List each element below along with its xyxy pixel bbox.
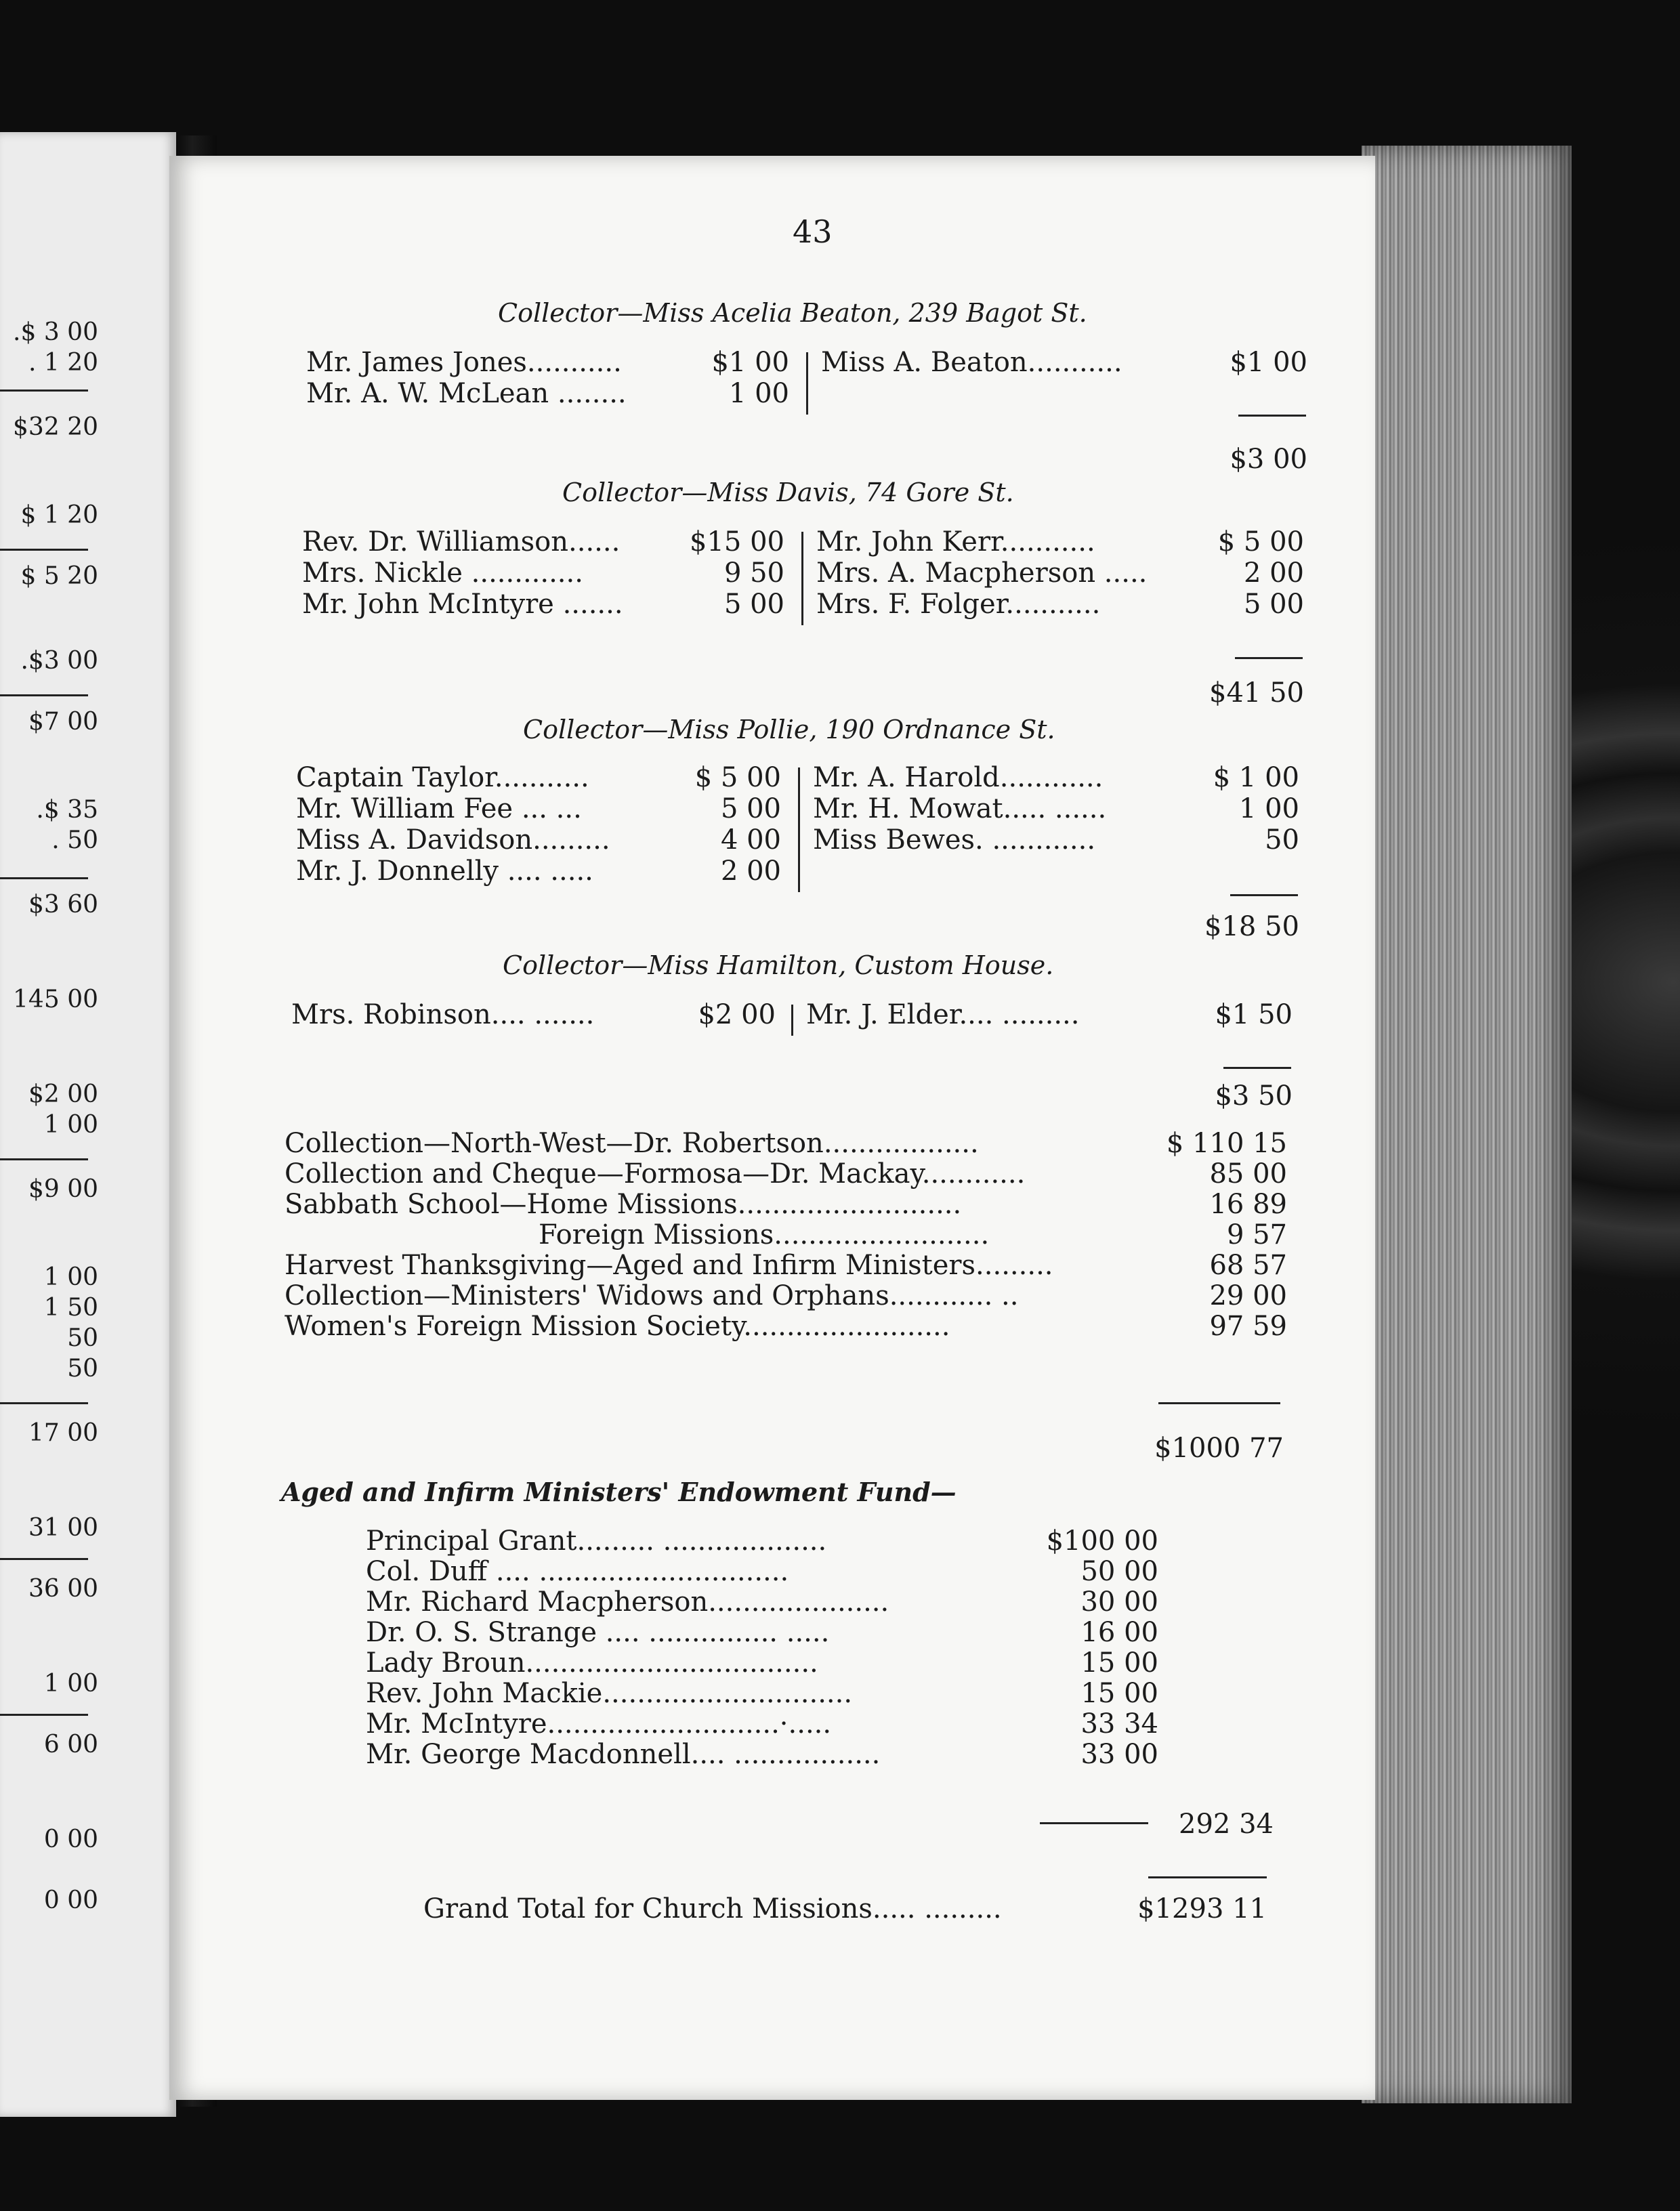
- contributor-amount: 1 00: [1238, 793, 1299, 824]
- left-fragment-text: . 1 20: [28, 349, 98, 377]
- contributor-amount: $2 00: [698, 999, 776, 1030]
- contributor-name: Mrs. Robinson.... .......: [291, 999, 595, 1030]
- left-fragment-rule: [0, 877, 88, 879]
- contributor-amount: $1 00: [711, 347, 789, 378]
- collection-amount: 16 89: [1209, 1189, 1287, 1220]
- contributor-name: Captain Taylor...........: [296, 762, 589, 793]
- collector-total: $41 50: [1209, 677, 1304, 709]
- contributor-amount: $15 00: [690, 526, 784, 557]
- left-fragment-text: $32 20: [13, 413, 98, 441]
- left-fragment-text: $ 1 20: [20, 501, 98, 529]
- left-fragment-text: .$3 00: [20, 647, 98, 675]
- left-fragment-text: 17 00: [28, 1419, 98, 1447]
- endowment-rule: [1040, 1822, 1148, 1824]
- page-number: 43: [793, 213, 833, 250]
- contributor-amount: 5 00: [720, 793, 781, 824]
- collection-name: Collection—Ministers' Widows and Orphans............ ..: [285, 1280, 1019, 1311]
- collections-rule: [1158, 1402, 1280, 1404]
- contributor-amount: 2 00: [1243, 557, 1304, 589]
- contributor-name: Rev. Dr. Williamson......: [302, 526, 621, 557]
- collection-name: Women's Foreign Mission Society........................: [285, 1311, 950, 1342]
- contributor-amount: 1 00: [728, 378, 789, 409]
- endowment-name: Mr. McIntyre...........................·.....: [366, 1708, 832, 1740]
- left-fragment-rule: [0, 694, 88, 696]
- endowment-title: Aged and Infirm Ministers' Endowment Fund—: [281, 1477, 957, 1507]
- endowment-name: Rev. John Mackie.............................: [366, 1678, 853, 1709]
- endowment-name: Principal Grant......... ...................: [366, 1525, 827, 1557]
- left-fragment-text: $7 00: [28, 708, 98, 736]
- collection-amount: $ 110 15: [1166, 1128, 1287, 1159]
- contributor-amount: $ 1 00: [1213, 762, 1299, 793]
- collections-total: $1000 77: [1154, 1433, 1284, 1464]
- left-fragment-text: 36 00: [28, 1575, 98, 1603]
- endowment-name: Mr. Richard Macpherson.....................: [366, 1586, 889, 1618]
- left-fragment-rule: [0, 1558, 88, 1560]
- collection-amount: 97 59: [1209, 1311, 1287, 1342]
- left-fragment-text: 50: [67, 1324, 98, 1352]
- endowment-total: 292 34: [1179, 1809, 1274, 1840]
- left-fragment-text: 31 00: [28, 1514, 98, 1542]
- contributor-amount: $ 5 00: [694, 762, 781, 793]
- contributor-name: Mrs. A. Macpherson .....: [816, 557, 1148, 589]
- collector-header: Collector—Miss Pollie, 190 Ordnance St.: [523, 715, 1055, 744]
- collector-total: $18 50: [1204, 911, 1299, 942]
- collection-amount: 68 57: [1209, 1250, 1287, 1281]
- left-fragment-rule: [0, 1714, 88, 1716]
- left-fragment-text: 1 00: [43, 1263, 98, 1291]
- collection-amount: 9 57: [1226, 1219, 1287, 1250]
- left-fragment-text: $ 5 20: [20, 562, 98, 590]
- endowment-name: Col. Duff .... .............................: [366, 1556, 789, 1587]
- endowment-name: Mr. George Macdonnell.... .................: [366, 1739, 881, 1770]
- collector-total: $3 50: [1215, 1080, 1293, 1112]
- contributor-name: Mr. J. Elder.... .........: [806, 999, 1080, 1030]
- contributor-amount: $1 50: [1215, 999, 1293, 1030]
- left-fragment-text: $2 00: [28, 1080, 98, 1108]
- left-fragment-text: .$ 35: [36, 796, 98, 824]
- endowment-amount: 33 00: [1080, 1739, 1158, 1770]
- left-fragment-text: 50: [67, 1355, 98, 1383]
- contributor-name: Miss Bewes. ............: [813, 824, 1096, 856]
- endowment-amount: 15 00: [1080, 1647, 1158, 1679]
- contributor-amount: 5 00: [1243, 589, 1304, 620]
- left-fragment-text: 1 00: [43, 1670, 98, 1698]
- contributor-name: Mrs. Nickle .............: [302, 557, 583, 589]
- contributor-amount: 2 00: [720, 856, 781, 887]
- collection-amount: 29 00: [1209, 1280, 1287, 1311]
- left-fragment-text: . 50: [51, 826, 98, 854]
- endowment-name: Dr. O. S. Strange .... ............... .....: [366, 1617, 830, 1648]
- left-fragment-text: 6 00: [43, 1731, 98, 1759]
- column-divider: [798, 767, 800, 892]
- grand-total-rule: [1148, 1876, 1267, 1878]
- contributor-name: Mr. John McIntyre .......: [302, 589, 623, 620]
- collection-name: Sabbath School—Home Missions..........................: [285, 1189, 962, 1220]
- left-fragment-rule: [0, 1158, 88, 1160]
- left-fragment-rule: [0, 389, 88, 392]
- contributor-amount: 9 50: [723, 557, 784, 589]
- left-fragment-text: $9 00: [28, 1175, 98, 1203]
- grand-total-label: Grand Total for Church Missions..... .........: [423, 1893, 1002, 1924]
- contributor-name: Mr. A. W. McLean ........: [306, 378, 627, 409]
- left-fragment-text: 1 50: [43, 1294, 98, 1322]
- endowment-amount: 15 00: [1080, 1678, 1158, 1709]
- collection-name: Collection—North-West—Dr. Robertson..................: [285, 1128, 979, 1159]
- collection-amount: 85 00: [1209, 1158, 1287, 1189]
- grand-total-amount: $1293 11: [1137, 1893, 1267, 1924]
- contributor-name: Mr. A. Harold............: [813, 762, 1104, 793]
- contributor-name: Mr. John Kerr...........: [816, 526, 1095, 557]
- contributor-amount: 5 00: [723, 589, 784, 620]
- contributor-amount: $1 00: [1230, 347, 1307, 378]
- collection-name: Harvest Thanksgiving—Aged and Infirm Ministers.........: [285, 1250, 1053, 1281]
- contributor-name: Miss A. Davidson.........: [296, 824, 610, 856]
- left-fragment-text: 0 00: [43, 1826, 98, 1853]
- contributor-amount: 50: [1265, 824, 1299, 856]
- collector-header: Collector—Miss Hamilton, Custom House.: [503, 950, 1054, 980]
- left-fragment-text: 145 00: [13, 986, 98, 1013]
- contributor-amount: $ 5 00: [1217, 526, 1304, 557]
- subtotal-rule: [1238, 415, 1306, 417]
- contributor-name: Miss A. Beaton...........: [821, 347, 1122, 378]
- endowment-amount: 30 00: [1080, 1586, 1158, 1618]
- page-edges: [1362, 146, 1572, 2103]
- subtotal-rule: [1235, 657, 1303, 659]
- collection-name: Collection and Cheque—Formosa—Dr. Mackay............: [285, 1158, 1026, 1189]
- subtotal-rule: [1223, 1067, 1291, 1069]
- column-divider: [806, 352, 808, 415]
- collector-total: $3 00: [1230, 444, 1307, 475]
- collector-header: Collector—Miss Acelia Beaton, 239 Bagot St.: [498, 298, 1087, 328]
- left-fragment-text: .$ 3 00: [13, 318, 98, 346]
- contributor-name: Mrs. F. Folger...........: [816, 589, 1101, 620]
- contributor-name: Mr. James Jones...........: [306, 347, 622, 378]
- left-fragment-text: $3 60: [28, 891, 98, 919]
- collection-name: Foreign Missions.........................: [539, 1219, 990, 1250]
- endowment-amount: 16 00: [1080, 1617, 1158, 1648]
- left-fragment-rule: [0, 1402, 88, 1404]
- left-fragment-rule: [0, 549, 88, 551]
- contributor-name: Mr. J. Donnelly .... .....: [296, 856, 593, 887]
- endowment-amount: $100 00: [1046, 1525, 1158, 1557]
- endowment-amount: 33 34: [1080, 1708, 1158, 1740]
- contributor-name: Mr. H. Mowat..... ......: [813, 793, 1107, 824]
- subtotal-rule: [1230, 894, 1298, 896]
- column-divider: [791, 1005, 793, 1036]
- column-divider: [801, 532, 803, 625]
- endowment-amount: 50 00: [1080, 1556, 1158, 1587]
- contributor-amount: 4 00: [720, 824, 781, 856]
- left-fragment-text: 0 00: [43, 1887, 98, 1914]
- left-fragment-text: 1 00: [43, 1111, 98, 1139]
- collector-header: Collector—Miss Davis, 74 Gore St.: [562, 478, 1014, 507]
- contributor-name: Mr. William Fee ... ...: [296, 793, 582, 824]
- endowment-name: Lady Broun..................................: [366, 1647, 818, 1679]
